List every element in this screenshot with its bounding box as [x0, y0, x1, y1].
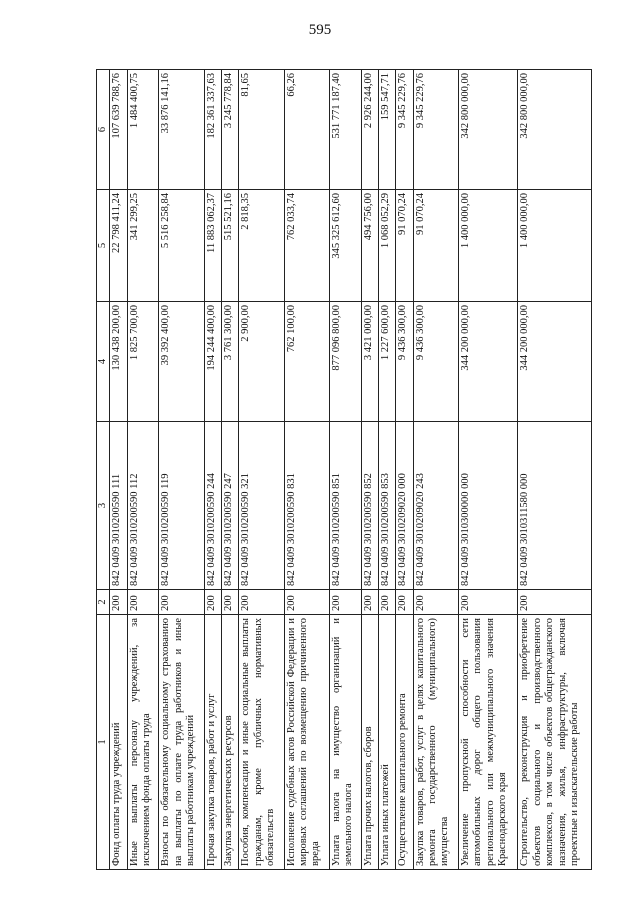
row-remaining-amount: 81,65	[239, 70, 284, 190]
table-row	[330, 70, 361, 870]
row-approved-amount: 39 392 400,00	[159, 302, 204, 422]
row-budget-code: 842 0409 3010311580 000	[518, 422, 592, 590]
row-remaining-amount: 531 771 187,40	[330, 70, 361, 190]
column-header-5: 5	[97, 190, 110, 302]
table-row	[378, 70, 395, 870]
row-approved-amount: 877 096 800,00	[330, 302, 361, 422]
row-approved-amount: 762 100,00	[284, 302, 329, 422]
budget-table	[96, 69, 592, 870]
table-row	[204, 70, 221, 870]
row-remaining-amount: 1 484 400,75	[127, 70, 158, 190]
row-budget-code: 842 0409 3010209020 243	[413, 422, 458, 590]
row-remaining-amount: 33 876 141,16	[159, 70, 204, 190]
row-budget-code: 842 0409 3010300000 000	[459, 422, 518, 590]
row-executed-amount: 345 325 612,60	[330, 190, 361, 302]
row-approved-amount: 130 438 200,00	[110, 302, 127, 422]
row-remaining-amount: 9 345 229,76	[413, 70, 458, 190]
row-line-code: 200	[159, 590, 204, 615]
table-row	[221, 70, 238, 870]
table-row	[361, 70, 378, 870]
table-row	[459, 70, 518, 870]
row-approved-amount: 3 761 300,00	[221, 302, 238, 422]
row-executed-amount: 515 521,16	[221, 190, 238, 302]
page-number: 595	[308, 22, 332, 38]
row-executed-amount: 1 400 000,00	[459, 190, 518, 302]
row-approved-amount: 9 436 300,00	[413, 302, 458, 422]
row-budget-code: 842 0409 3010200590 112	[127, 422, 158, 590]
table-row	[159, 70, 204, 870]
row-executed-amount: 341 299,25	[127, 190, 158, 302]
column-header-6: 6	[97, 70, 110, 190]
column-header-1: 1	[97, 615, 110, 870]
column-header-4: 4	[97, 302, 110, 422]
row-budget-code: 842 0409 3010200590 853	[378, 422, 395, 590]
row-executed-amount: 5 516 258,84	[159, 190, 204, 302]
row-name: Уплата иных платежей	[378, 615, 395, 870]
row-line-code: 200	[284, 590, 329, 615]
table-body	[110, 70, 592, 870]
row-approved-amount: 344 200 000,00	[518, 302, 592, 422]
row-name: Увеличение пропускной способности сети автомобильных дорог общего пользования регионального или межмуниципального значения Краснодарского края	[459, 615, 518, 870]
row-line-code: 200	[459, 590, 518, 615]
row-executed-amount: 91 070,24	[396, 190, 413, 302]
row-line-code: 200	[330, 590, 361, 615]
row-budget-code: 842 0409 3010200590 831	[284, 422, 329, 590]
row-line-code: 200	[110, 590, 127, 615]
row-approved-amount: 194 244 400,00	[204, 302, 221, 422]
row-line-code: 200	[396, 590, 413, 615]
row-line-code: 200	[378, 590, 395, 615]
row-name: Исполнение судебных актов Российской Федерации и мировых соглашений по возмещению причиненного вреда	[284, 615, 329, 870]
row-budget-code: 842 0409 3010200590 321	[239, 422, 284, 590]
row-line-code: 200	[413, 590, 458, 615]
row-line-code: 200	[361, 590, 378, 615]
row-name: Осуществление капитального ремонта	[396, 615, 413, 870]
row-line-code: 200	[127, 590, 158, 615]
row-remaining-amount: 342 800 000,00	[459, 70, 518, 190]
row-executed-amount: 11 883 062,37	[204, 190, 221, 302]
row-line-code: 200	[239, 590, 284, 615]
table-row	[518, 70, 592, 870]
row-approved-amount: 2 900,00	[239, 302, 284, 422]
row-remaining-amount: 66,26	[284, 70, 329, 190]
row-remaining-amount: 2 926 244,00	[361, 70, 378, 190]
row-remaining-amount: 342 800 000,00	[518, 70, 592, 190]
column-number-row	[97, 70, 110, 870]
table-row	[110, 70, 127, 870]
column-header-3: 3	[97, 422, 110, 590]
row-name: Уплата налога на имущество организаций и земельного налога	[330, 615, 361, 870]
row-executed-amount: 2 818,35	[239, 190, 284, 302]
row-name: Закупка товаров, работ, услуг в целях капитального ремонта государственного (муниципального) имущества	[413, 615, 458, 870]
row-approved-amount: 344 200 000,00	[459, 302, 518, 422]
table-row	[396, 70, 413, 870]
row-executed-amount: 1 400 000,00	[518, 190, 592, 302]
row-approved-amount: 1 825 700,00	[127, 302, 158, 422]
row-name: Взносы по обязательному социальному страхованию на выплаты по оплате труда работников и иные выплаты работникам учреждений	[159, 615, 204, 870]
rotated-table-container	[96, 70, 592, 870]
row-line-code: 200	[221, 590, 238, 615]
row-name: Прочая закупка товаров, работ и услуг	[204, 615, 221, 870]
row-remaining-amount: 9 345 229,76	[396, 70, 413, 190]
row-remaining-amount: 3 245 778,84	[221, 70, 238, 190]
row-executed-amount: 1 068 052,29	[378, 190, 395, 302]
row-name: Фонд оплаты труда учреждений	[110, 615, 127, 870]
row-name: Иные выплаты персоналу учреждений, за исключением фонда оплаты труда	[127, 615, 158, 870]
row-executed-amount: 762 033,74	[284, 190, 329, 302]
row-budget-code: 842 0409 3010200590 247	[221, 422, 238, 590]
row-budget-code: 842 0409 3010209020 000	[396, 422, 413, 590]
row-executed-amount: 22 798 411,24	[110, 190, 127, 302]
row-executed-amount: 91 070,24	[413, 190, 458, 302]
row-remaining-amount: 107 639 788,76	[110, 70, 127, 190]
row-approved-amount: 3 421 000,00	[361, 302, 378, 422]
table-row	[239, 70, 284, 870]
row-remaining-amount: 182 361 337,63	[204, 70, 221, 190]
table-row	[127, 70, 158, 870]
row-executed-amount: 494 756,00	[361, 190, 378, 302]
row-line-code: 200	[204, 590, 221, 615]
column-header-2: 2	[97, 590, 110, 615]
table-row	[413, 70, 458, 870]
row-line-code: 200	[518, 590, 592, 615]
row-budget-code: 842 0409 3010200590 244	[204, 422, 221, 590]
row-budget-code: 842 0409 3010200590 111	[110, 422, 127, 590]
row-remaining-amount: 159 547,71	[378, 70, 395, 190]
row-name: Уплата прочих налогов, сборов	[361, 615, 378, 870]
row-name: Пособия, компенсации и иные социальные выплаты гражданам, кроме публичных нормативных обязательств	[239, 615, 284, 870]
row-budget-code: 842 0409 3010200590 852	[361, 422, 378, 590]
table-row	[284, 70, 329, 870]
row-budget-code: 842 0409 3010200590 119	[159, 422, 204, 590]
row-budget-code: 842 0409 3010200590 851	[330, 422, 361, 590]
row-name: Закупка энергетических ресурсов	[221, 615, 238, 870]
row-approved-amount: 1 227 600,00	[378, 302, 395, 422]
row-name: Строительство, реконструкция и приобретение объектов социального и производственного комплексов, в том числе объектов общегражданского назначения, жилья, инфраструктуры, включая проектные и изыскательские работы	[518, 615, 592, 870]
row-approved-amount: 9 436 300,00	[396, 302, 413, 422]
